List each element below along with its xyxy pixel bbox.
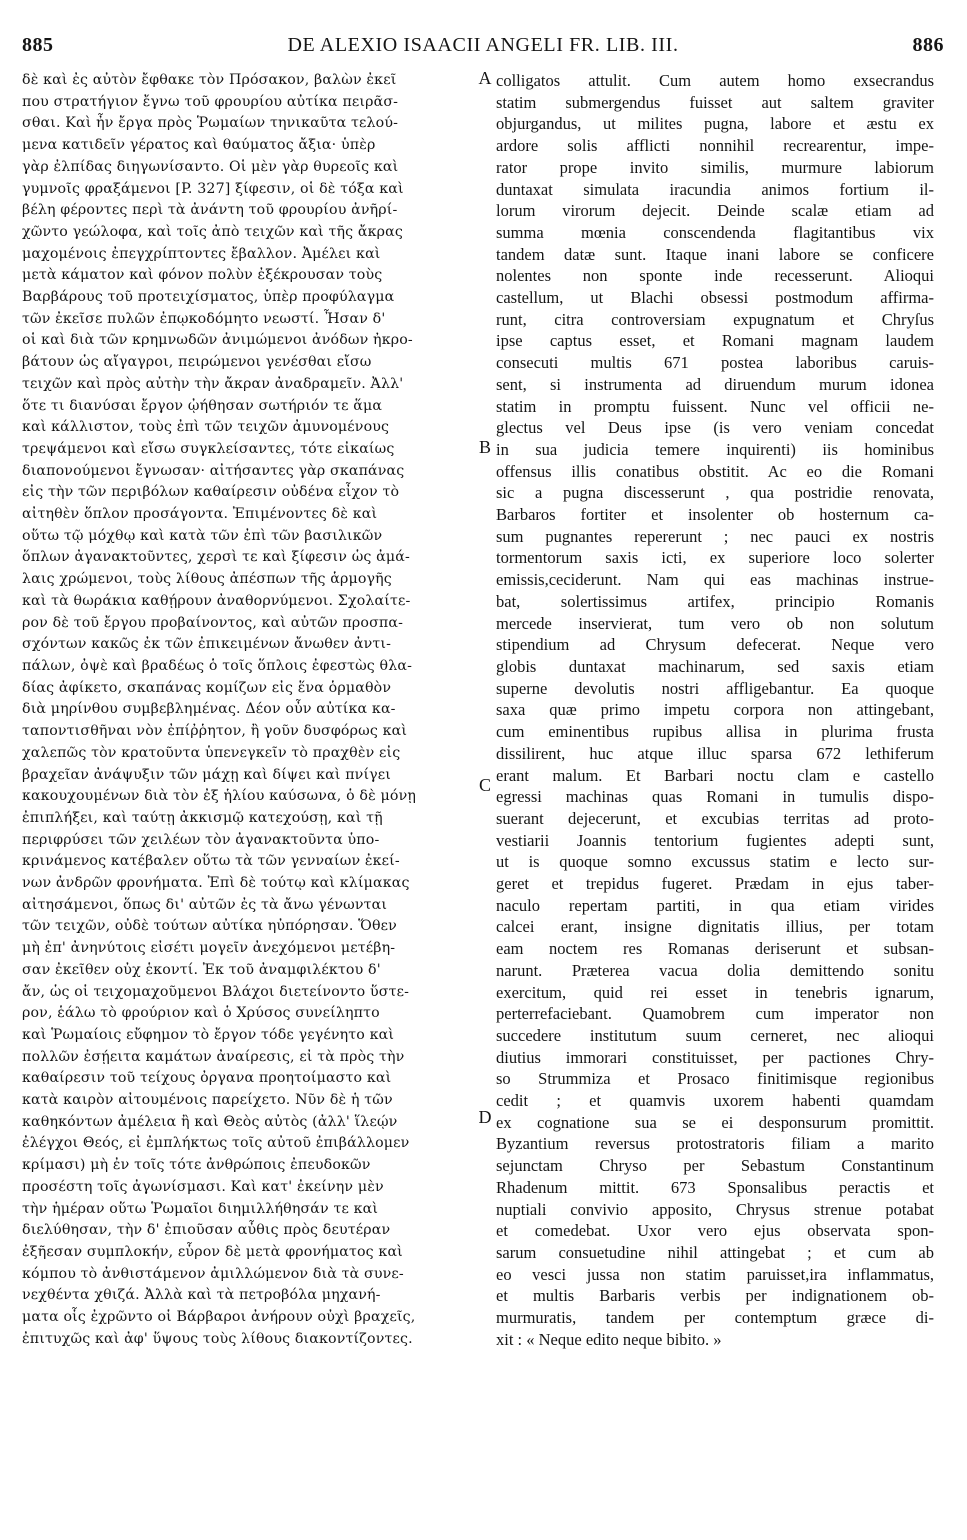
text-line: mercede inservierat, tum vero ob non solutum	[496, 613, 934, 633]
text-line: murmuratis, tandem per contemptum græce di-	[496, 1308, 934, 1328]
greek-text-column	[22, 70, 474, 1350]
text-line: γυμνοῖς φραξάμενοι [P. 327] ξίφεσιν, οἱ δὲ τόξα καὶ	[22, 180, 404, 197]
text-line: cum eminentibus rupibus allisa in plurima frusta	[496, 722, 934, 742]
margin-marker-b: B	[478, 437, 491, 457]
text-line: dissilirent, huc atque illuc sparsa 672 lethiferum	[496, 743, 934, 763]
text-line: so Strummiza et Prosaco finitimisque regionibus	[496, 1069, 934, 1089]
text-line: ταποντισθῆναι νὸν ἐπίῤῥητον, ἢ γοῦν δυσφόρως καὶ	[22, 723, 408, 740]
text-line: μετὰ κάματον καὶ φόνον πολὺν ἐξέκρουσαν τοὺς	[22, 267, 383, 284]
page-number-left: 885	[22, 34, 54, 56]
text-line: διελύθησαν, τὴν δ' ἐπιοῦσαν αὖθις πρὸς δευτέραν	[22, 1222, 391, 1239]
text-line: διαπονούμενοι ἔγνωσαν· αἰτήσαντες γὰρ σκαπάνας	[22, 462, 405, 479]
text-line: δίας ἀφίκετο, σκαπάνας κομίζων εἰς ἕνα ὁρμαθὸν	[22, 679, 392, 696]
text-line: καθηκόντων ἀμέλεια ἢ καὶ Θεὸς αὐτὸς (ἀλλ' ἵλεῴν	[22, 1113, 398, 1130]
text-line: Βαρβάρους τοῦ προτειχίσματος, ὑπὲρ προφύλαγμα	[22, 289, 395, 306]
text-line: σαν ἐκεῖθεν οὐχ ἑκοντί. Ἐκ τοῦ ἀναμφιλέκτου δ'	[22, 961, 381, 978]
text-line: eam noctem res Romanas deriserunt et subsan-	[496, 939, 934, 959]
latin-text-column	[496, 70, 934, 1350]
text-line: sic a pugna discesserunt , qua postridie renovata,	[496, 483, 934, 503]
text-line: βραχεῖαν ἀνάψυξιν τῶν μάχῃ καὶ δίψει καὶ πνίγει	[22, 766, 392, 783]
text-line: castellum, ut Blachi obsessi postmodum affirma-	[496, 288, 934, 308]
text-line: glectus vel Deus ipse (is vero veniam concedat	[496, 418, 934, 438]
page-header	[22, 34, 944, 66]
text-line: περιφρύσει τῶν χειλέων τὸν ἀγανακτοῦντα ὑπο-	[22, 831, 380, 848]
text-line: νων ἀνδρῶν φρονήματα. Ἐπὶ δὲ τούτῳ καὶ κλίμακας	[22, 875, 410, 892]
text-line: nuptiali convivio apposito, Chrysus strenue potabat	[496, 1199, 934, 1219]
text-line: narunt. Præterea vacua dolia demittendo sonitu	[496, 960, 934, 980]
text-line: πάλων, ὀψὲ καὶ βραδέως ὁ τοῖς ὅπλοις ἐφεστὼς θλα-	[22, 657, 413, 674]
text-line: τῶν ἐκεῖσε πυλῶν ἐπῳκοδόμητο νεωστί. Ἦσαν δ'	[22, 310, 386, 327]
text-line: καθαίρεσιν τοῦ τείχους ὀργανα προητοίμαστο καὶ	[22, 1070, 392, 1087]
text-line: τῶν τειχῶν, οὐδὲ τούτων αὐτίκα ηὐπόρησαν. Ὅθεν	[22, 918, 397, 935]
text-line: nolentes non sponte inde recesserunt. Alioqui	[496, 266, 934, 286]
text-line: λαις χρώμενοι, τοὺς λίθους ἀπέσπων τῆς ἁρμογῆς	[22, 571, 392, 588]
text-line: ματα οἷς ἐχρῶντο οἱ Βάρβαροι ἀνήρουν οὐχὶ βραχεῖς,	[22, 1309, 416, 1326]
text-line: egressi machinas quas Romani in tumulis dispo-	[496, 787, 934, 807]
text-line: ρον, ἑάλω τὸ φρούριον καὶ ὁ Χρύσος συνείληπτο	[22, 1005, 380, 1022]
text-line: ὅπλων ἀγανακτοῦντες, χερσὶ τε καὶ ξίφεσιν ὡς ἀμά-	[22, 549, 410, 566]
text-line: geret et trepidus fugeret. Prædam in ejus taber-	[496, 874, 934, 894]
text-line: σχόντων κακῶς ἐκ τῶν ἐπικειμένων ἄνωθεν ἀντι-	[22, 636, 392, 653]
text-line: τρεψάμενοι καὶ εἴσω συγκλείσαντες, τότε εἰκαίως	[22, 440, 395, 457]
text-line: succedere institutum suum cerneret, nec alioqui	[496, 1025, 934, 1045]
text-line: γὰρ ἐλπίδας διηγωνίσαντο. Οἱ μὲν γὰρ θυρεοῖς καὶ	[22, 158, 399, 175]
text-line: Rhadenum mittit. 673 Sponsalibus peractis et	[496, 1177, 934, 1197]
text-line: bat, solertissimus artifex, principio Romanis	[496, 591, 934, 611]
text-line: sent, si instrumenta ad diruendum murum idonea	[496, 374, 934, 394]
text-line: sejunctam Chryso per Sebastum Constantinum	[496, 1156, 934, 1176]
text-line: rator prope invito similis, murmure labiorum	[496, 157, 934, 177]
text-line: ὅτε τι διανύσαι ἔργον ᾠήθησαν σωτήριόν τε ἅμα	[22, 397, 383, 414]
text-line: in sua judicia temere inquirenti) iis hominibus	[496, 439, 934, 459]
text-line: exercitum, quid rei esset in tenebris ignarum,	[496, 982, 934, 1002]
text-line: διὰ μηρίνθου συμβεβλημένας. Δέον οὖν αὐτίκα κα-	[22, 701, 396, 718]
text-line: καὶ Ῥωμαίοις εὔφημον τὸ ἔργον τόδε γεγένητο καὶ	[22, 1026, 395, 1043]
text-line: saxa quæ primo impetu corpora non attingebant,	[496, 700, 934, 720]
text-line: ἐπιπλήξει, καὶ ταύτῃ ἀκκισμῷ κατεχούσῃ, καὶ τῇ	[22, 809, 383, 826]
text-line: ardore solis afflicti nonnihil recrearentur, impe-	[496, 136, 934, 156]
text-line: καὶ τὰ θωράκια καθῄρουν ἀναθορνύμενοι. Σχολαίτε-	[22, 592, 411, 609]
text-line: tandem datæ sunt. Itaque inani labore se conficere	[496, 244, 934, 264]
text-line: Barbaros fortiter et insolenter ob hosternum ca-	[496, 505, 934, 525]
text-line: καὶ κάλλιστον, τοὺς ἐπὶ τῶν τειχῶν ἀμυνομένους	[22, 419, 390, 436]
text-line: naculo repertam partiti, in qua etiam virides	[496, 895, 934, 915]
text-line: calcei erant, insigne dignitatis illius, per totam	[496, 917, 934, 937]
text-line: που στρατήγιον ἔγνω τοῦ φρουρίου αὐτίκα πειρᾶσ-	[22, 93, 399, 110]
text-line: μαχομένοις ἐπεγχρίπτοντες ἔβαλλον. Ἀμέλει καὶ	[22, 245, 381, 262]
text-line: χαλεπῶς τὸν κρατοῦντα ὑπενεγκεῖν τὸ πραχθὲν εἰς	[22, 744, 401, 761]
text-line: τειχῶν καὶ πρὸς αὐτὴν τὴν ἄκραν ἀναδραμεῖν. Ἀλλ'	[22, 375, 404, 392]
text-line: κόμπου τὸ ἀνθιστάμενον ἀμιλλώμενον διὰ τὰ συνε-	[22, 1265, 404, 1282]
text-line: perterrefaciebant. Quamobrem cum imperator non	[496, 1004, 934, 1024]
text-line: superne devolutis nostri affligebantur. Ea quoque	[496, 678, 934, 698]
text-line: xit : « Neque edito neque bibito. »	[496, 1329, 722, 1349]
text-line: emissis,ceciderunt. Nam qui eas machinas instrue-	[496, 570, 934, 590]
text-line: stipendium ad Chrysum defecerat. Neque vero	[496, 635, 934, 655]
text-line: νεχθέντα χθιζά. Ἀλλὰ καὶ τὰ πετροβόλα μηχανή-	[22, 1287, 381, 1304]
text-line: τὴν ἡμέραν οὕτω Ῥωμαῖοι διημιλλήθησάν τε καὶ	[22, 1200, 379, 1217]
text-line: duntaxat simulata iracundia animos fortium il-	[496, 179, 934, 199]
page-number-right: 886	[912, 34, 944, 56]
text-line: ipse captus esset, et Romani magnam laudem	[496, 331, 934, 351]
text-line: οὕτω τῷ μόχθῳ καὶ κατὰ τῶν ἐπὶ τῶν βασιλικῶν	[22, 527, 383, 544]
text-line: diutius immorari constituisset, per pactiones Chry-	[496, 1047, 934, 1067]
text-line: κατὰ καιρὸν αἰτουμένοις παρείχετο. Νῦν δὲ ἡ τῶν	[22, 1092, 393, 1109]
text-line: οἱ καὶ διὰ τῶν κρημνωδῶν ἀνιμώμενοι ἀνόδων ἠκρο-	[22, 332, 413, 349]
text-line: objurgandus, ut milites pugna, labore et æstu ex	[496, 114, 934, 134]
text-line: vestiarii Joannis tentorium fugientes adepti sunt,	[496, 830, 934, 850]
text-line: αἰτηθὲν ὅπλον προσάγοντα. Ἐπιμένοντες δὲ καὶ	[22, 506, 378, 523]
text-line: κακουχουμένων διὰ τὸν ἐξ ἡλίου καύσωνα, ὁ δὲ μόνῃ	[22, 788, 417, 805]
text-line: πολλῶν ἐσῄειτα καμάτων ἀναίρεσις, εἰ τὰ πρὸς τὴν	[22, 1048, 405, 1065]
text-line: cedit ; et quamvis uxorem habenti quamdam	[496, 1091, 934, 1111]
text-line: χῶντο γεώλοφα, καὶ τοῖς ἀπὸ τειχῶν καὶ τῆς ἄκρας	[22, 223, 403, 240]
text-line: colligatos attulit. Cum autem homo exsecrandus	[496, 71, 934, 90]
text-line: κρινάμενος κατέβαλεν οὕτω τὰ τῶν γενναίων ἐκεί-	[22, 853, 400, 870]
text-line: ρον δὲ τοῦ ἔργου προβαίνοντος, καὶ αὐτῶν προσπα-	[22, 614, 404, 631]
text-line: et multis Barbaris verbis per indignationem ob-	[496, 1286, 934, 1306]
text-line: ἄν, ὡς οἱ τειχομαχοῦμενοι Βλάχοι διετείνοντο ὕστε-	[22, 983, 410, 1000]
text-line: ἐλέγχοι Θεός, εἰ ἐμπλήκτως τοῖς αὐτοῦ ἐπιβάλλομεν	[22, 1135, 410, 1152]
text-line: tormentorum saxis icti, ex superiore loco solerter	[496, 548, 934, 568]
text-line: consecuti multis 671 postea laboribus caruis-	[496, 353, 934, 373]
text-line: eo vesci jussa non statim paruisset,ira inflammatus,	[496, 1264, 934, 1284]
text-line: globis duntaxat machinarum, sed saxis etiam	[496, 656, 934, 676]
text-line: Byzantium reversus protostratoris filiam a marito	[496, 1134, 934, 1154]
text-line: σθαι. Καὶ ἦν ἔργα πρὸς Ῥωμαίων τηνικαῦτα τελού-	[22, 115, 399, 132]
text-line: lorum virorum dejecit. Deinde scalæ etiam ad	[496, 201, 934, 221]
text-line: μενα κατιδεῖν γέρατος καὶ θαύματος ἄξια· ὑπὲρ	[22, 137, 376, 154]
text-line: summa mœnia conscendenda flagitantibus vix	[496, 222, 934, 242]
text-line: et comedebat. Uxor vero ejus observata spon-	[496, 1221, 934, 1241]
text-line: runt, citra controversiam expugnatum et Chryſus	[496, 309, 934, 329]
text-line: προσέστη τοῖς ἀγωνίσμασι. Καὶ κατ' ἐκείνην μὲν	[22, 1178, 384, 1195]
text-line: δὲ καὶ ἐς αὐτὸν ἔφθακε τὸν Πρόσακον, βαλὼν ἐκεῖ	[22, 72, 397, 88]
text-line: βάτουν ὡς αἴγαγροι, πειρώμενοι γενέσθαι εἴσω	[22, 354, 372, 371]
text-line: statim submergendus fuisset aut saltem graviter	[496, 92, 934, 112]
margin-marker-d: D	[478, 1107, 492, 1127]
text-line: sarum consuetudine nihil attingebat ; et cum ab	[496, 1242, 934, 1262]
text-line: κρίμασι) μὴ ἐν τοῖς τότε ἀνθρώποις ἐπευδοκῶν	[22, 1157, 371, 1174]
margin-marker-a: A	[478, 68, 492, 88]
text-line: ἐξῆεσαν συμπλοκήν, εὗρον δὲ μετὰ φρονήματος καὶ	[22, 1243, 403, 1260]
running-title: DE ALEXIO ISAACII ANGELI FR. LIB. III.	[287, 34, 679, 56]
text-line: βέλη φέροντες περὶ τὰ ἀνάντη τοῦ φρουρίου ἀνῆρί-	[22, 202, 398, 219]
text-line: εἰς τὴν τῶν περιβόλων καθαίρεσιν οὐδένα εἶχον τὸ	[22, 484, 400, 501]
text-line: sum pugnantes repererunt ; nec pauci ex nostris	[496, 526, 934, 546]
margin-marker-c: C	[478, 775, 491, 795]
text-line: ex cognatione sua se ei desponsurum promittit.	[496, 1112, 934, 1132]
text-line: statim in promptu fuissent. Nunc vel officii ne-	[496, 396, 934, 416]
text-line: erant malum. Et Barbari noctu clam e castello	[496, 765, 934, 785]
text-line: ut is quoque somno excussus statim e lecto sur-	[496, 852, 934, 872]
text-line: αἰτησάμενοι, ὅπως δι' αὐτῶν ἐς τὰ ἄνω γένωνται	[22, 896, 388, 913]
text-line: offensus illis conatibus obstitit. Ac eo die Romani	[496, 461, 934, 481]
text-line: μὴ ἐπ' ἀνηνύτοις εἰσέτι μογεῖν ἀνεχόμενοι μετέβη-	[22, 940, 396, 957]
text-line: ἐπιτυχῶς καὶ ἀφ' ὕψους τοὺς λίθους διακοντίζοντες.	[22, 1330, 413, 1347]
text-line: suerant dejecerunt, et excubias territas ad proto-	[496, 808, 934, 828]
